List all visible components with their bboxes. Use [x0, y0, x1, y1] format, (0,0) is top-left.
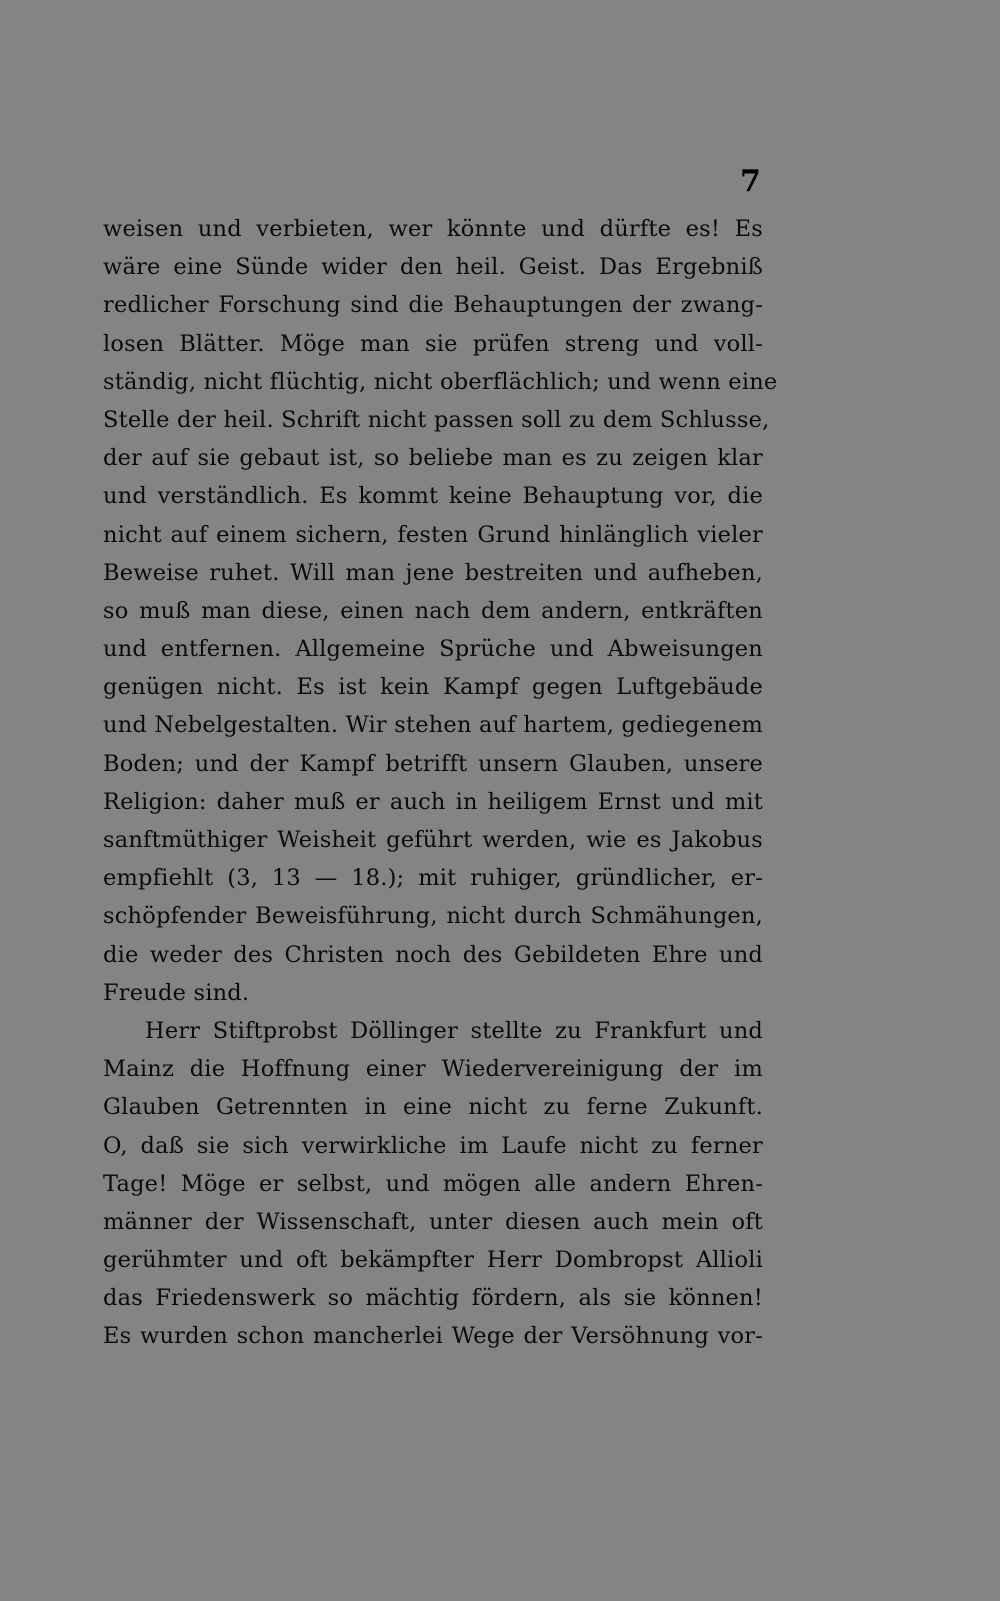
text-line: genügen nicht. Es ist kein Kampf gegen Luftgebäude — [103, 674, 763, 701]
text-line: das Friedenswerk so mächtig fördern, als sie können! — [103, 1285, 763, 1312]
text-line: wäre eine Sünde wider den heil. Geist. Das Ergebniß — [103, 254, 763, 281]
paragraph-2 — [103, 1012, 763, 1356]
text-line: und entfernen. Allgemeine Sprüche und Abweisungen — [103, 636, 763, 663]
body-text — [103, 210, 778, 1356]
text-line: Mainz die Hoffnung einer Wiedervereinigung der im — [103, 1056, 763, 1083]
text-line: sanftmüthiger Weisheit geführt werden, wie es Jakobus — [103, 827, 763, 853]
text-line: nicht auf einem sichern, festen Grund hinlänglich vieler — [103, 521, 763, 548]
text-line: so muß man diese, einen nach dem andern, entkräften — [103, 597, 763, 624]
paragraph-1 — [103, 210, 778, 1012]
text-line: losen Blätter. Möge man sie prüfen streng und voll- — [103, 330, 763, 357]
text-line: empfiehlt (3, 13 — 18.); mit ruhiger, gründlicher, er- — [103, 865, 763, 892]
text-line: schöpfender Beweisführung, nicht durch Schmähungen, — [103, 903, 763, 930]
text-line: Freude sind. — [103, 979, 250, 1006]
page-number: 7 — [740, 164, 761, 199]
text-line: die weder des Christen noch des Gebildeten Ehre und — [103, 941, 763, 968]
text-line: gerühmter und oft bekämpfter Herr Dombropst Allioli — [103, 1247, 763, 1274]
text-line: männer der Wissenschaft, unter diesen auch mein oft — [103, 1208, 763, 1235]
text-line: weisen und verbieten, wer könnte und dürfte es! Es — [103, 216, 763, 242]
text-line: Stelle der heil. Schrift nicht passen soll zu dem Schlusse, — [103, 406, 770, 433]
text-line: ständig, nicht flüchtig, nicht oberflächlich; und wenn eine — [103, 368, 778, 395]
text-line: der auf sie gebaut ist, so beliebe man es zu zeigen klar — [103, 445, 763, 472]
text-line: Religion: daher muß er auch in heiligem Ernst und mit — [103, 788, 763, 815]
text-line: Beweise ruhet. Will man jene bestreiten und aufheben, — [103, 559, 763, 586]
text-line: Glauben Getrennten in eine nicht zu ferne Zukunft. — [103, 1094, 763, 1121]
text-line: redlicher Forschung sind die Behauptungen der zwang- — [103, 292, 763, 319]
text-line: und Nebelgestalten. Wir stehen auf hartem, gediegenem — [103, 712, 763, 739]
text-line: Herr Stiftprobst Döllinger stellte zu Frankfurt und — [145, 1017, 763, 1044]
text-line: Tage! Möge er selbst, und mögen alle andern Ehren- — [103, 1170, 763, 1197]
text-line: O, daß sie sich verwirkliche im Laufe nicht zu ferner — [103, 1132, 763, 1159]
text-line: Es wurden schon mancherlei Wege der Versöhnung vor- — [103, 1323, 763, 1350]
text-line: Boden; und der Kampf betrifft unsern Glauben, unsere — [103, 750, 763, 777]
text-line: und verständlich. Es kommt keine Behauptung vor, die — [103, 483, 763, 510]
